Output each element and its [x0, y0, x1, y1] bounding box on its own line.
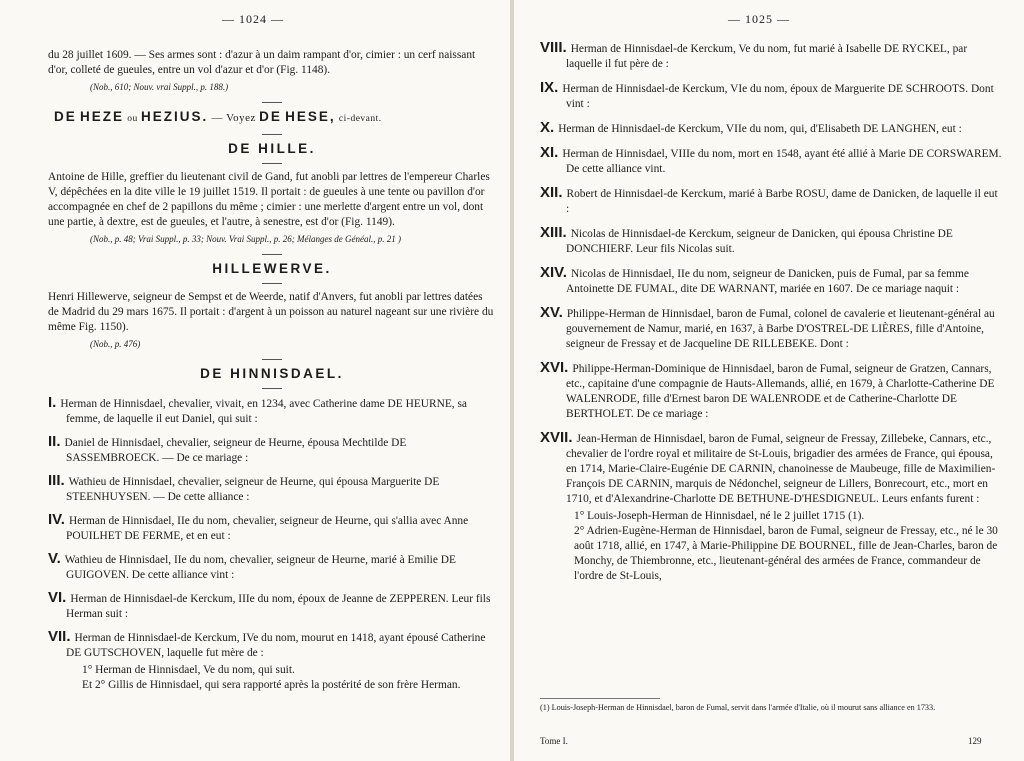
entry-number: I.	[48, 394, 57, 411]
opening-paragraph: du 28 juillet 1609. — Ses armes sont : d'azur à un daim rampant d'or, cimier : un cerf naissant d'or, colleté de gueules, entre un vol d'azur et d'or (Fig. 1148).	[48, 49, 476, 76]
xref-name: HEZE	[80, 109, 125, 124]
heze-cross-reference	[54, 109, 496, 127]
entry-number: VIII.	[540, 39, 567, 56]
right-column	[540, 40, 1002, 584]
entry-text: Nicolas de Hinnisdael, IIe du nom, seigneur de Danicken, puis de Fumal, par sa femme Antoinette DE FUMAL, dite DE WARNANT, mariée en 1607. De ce mariage naquit :	[566, 268, 969, 295]
opening-citation: (Nob., 610; Nouv. vrai Suppl., p. 188.)	[90, 82, 229, 92]
footnote: (1) Louis-Joseph-Herman de Hinnisdael, baron de Fumal, servit dans l'armée d'Italie, où il mourut sans alliance en 1733.	[540, 703, 936, 712]
genealogy-entry	[48, 512, 496, 544]
entry-text: Herman de Hinnisdael-de Kerckum, VIe du nom, époux de Marguerite DE SCHROOTS. Dont vint :	[562, 83, 994, 110]
genealogy-entry	[540, 40, 1002, 72]
separator	[262, 163, 282, 164]
entry-text: Herman de Hinnisdael-de Kerckum, IVe du nom, mourut en 1418, ayant épousé Catherine DE GUTSCHOVEN, laquelle fut mère de :	[66, 632, 486, 659]
entry-text: Herman de Hinnisdael-de Kerckum, VIIe du nom, qui, d'Elisabeth DE LANGHEN, eut :	[558, 123, 962, 135]
separator	[262, 254, 282, 255]
entry-text: Herman de Hinnisdael-de Kerckum, IIIe du nom, époux de Jeanne de ZEPPEREN. Leur fils Herman suit :	[66, 593, 491, 620]
xref-de: DE	[54, 109, 77, 124]
child-line: Et 2° Gillis de Hinnisdael, qui sera rapporté après la postérité de son frère Herman.	[82, 679, 461, 691]
entry-text: Herman de Hinnisdael, VIIIe du nom, mort en 1548, ayant été allié à Marie DE CORSWAREM. De cette alliance vint.	[562, 148, 1002, 175]
left-column	[48, 48, 496, 693]
genealogy-entry	[540, 305, 1002, 352]
xref-target: HESE,	[285, 109, 336, 124]
entry-number: IX.	[540, 79, 559, 96]
entry-text: Herman de Hinnisdael-de Kerckum, Ve du nom, fut marié à Isabelle DE RYCKEL, par laquelle il fut père de :	[566, 43, 968, 70]
xref-voyez: — Voyez	[211, 112, 256, 124]
hillewerve-text: Henri Hillewerve, seigneur de Sempst et de Weerde, natif d'Anvers, fut anobli par lettres datées de Madrid du 29 mars 1675. Il portait : d'argent à un poisson au naturel nageant sur une rivière du même Fig. 1150).	[48, 291, 494, 333]
hillewerve-heading: HILLEWERVE.	[212, 261, 332, 276]
entry-number: XII.	[540, 184, 563, 201]
genealogy-entry	[48, 434, 496, 466]
entry-text: Daniel de Hinnisdael, chevalier, seigneur de Heurne, épousa Mechtilde DE SASSEMBROECK. — De ce mariage :	[64, 437, 407, 464]
entry-number: VI.	[48, 589, 67, 606]
entry-text: Philippe-Herman-Dominique de Hinnisdael, baron de Fumal, seigneur de Gratzen, Cannars, etc., capitaine d'une compagnie de Hauts-Allemands, allié, en 1679, à Charlotte-Catherine DE WALENRODE, fille d'Ernest baron DE WALENRODE et de Catherine-Charlotte DE BERTHOLET. De ce mariage :	[566, 363, 995, 420]
genealogy-entry	[540, 120, 1002, 137]
entry-text: Herman de Hinnisdael, chevalier, vivait, en 1234, avec Catherine dame DE HEURNE, sa femme, de laquelle il eut Daniel, qui suit :	[60, 398, 467, 425]
genealogy-entry	[540, 225, 1002, 257]
entry-number: XVII.	[540, 429, 573, 446]
entry-number: XV.	[540, 304, 563, 321]
genealogy-entry	[48, 590, 496, 622]
entry-number: X.	[540, 119, 555, 136]
xref-note: ci-devant.	[338, 114, 382, 124]
footnote-rule	[540, 698, 660, 699]
entry-text: Philippe-Herman de Hinnisdael, baron de Fumal, colonel de cavalerie et lieutenant-général au gouvernement de Namur, marié, en 1637, à Barbe D'OSTREL-DE LIÈRES, fille d'Antoine, seigneur de Fressay et de Jacqueline DE RILLEBEKE. Dont :	[566, 308, 995, 350]
genealogy-entry	[540, 145, 1002, 177]
separator	[262, 388, 282, 389]
hinnisdael-heading: DE HINNISDAEL.	[200, 366, 344, 381]
hillewerve-citation: (Nob., p. 476)	[90, 339, 141, 349]
right-page	[514, 0, 1024, 761]
genealogy-entry	[540, 360, 1002, 422]
child-line: 2° Adrien-Eugène-Herman de Hinnisdael, baron de Fumal, seigneur de Fressay, etc., né le 30 août 1718, allié, en 1747, à Marie-Philippine DE BOURNEL, fille de Jean-Charles, baron de Monchy, de Thiembronne, etc., lieutenant-général des armées de France, commandeur de l'ordre de St-Louis,	[574, 525, 998, 582]
child-line: 1° Louis-Joseph-Herman de Hinnisdael, né le 2 juillet 1715 (1).	[574, 510, 865, 522]
left-entry-list	[48, 395, 496, 693]
entry-number: XIV.	[540, 264, 567, 281]
genealogy-entry	[540, 80, 1002, 112]
genealogy-entry	[540, 265, 1002, 297]
separator	[262, 359, 282, 360]
entry-number: IV.	[48, 511, 65, 528]
entry-number: III.	[48, 472, 65, 489]
separator	[262, 134, 282, 135]
xref-de2: DE	[259, 109, 282, 124]
hille-heading: DE HILLE.	[228, 141, 316, 156]
tome-label: Tome I.	[540, 736, 568, 746]
entry-text: Wathieu de Hinnisdael, chevalier, seigneur de Heurne, qui épousa Marguerite DE STEENHUYSEN. — De cette alliance :	[66, 476, 440, 503]
entry-number: II.	[48, 433, 61, 450]
left-page-number: — 1024 —	[222, 12, 284, 26]
entry-text: Herman de Hinnisdael, IIe du nom, chevalier, seigneur de Heurne, qui s'allia avec Anne POUILHET DE FERME, et en eut :	[66, 515, 469, 542]
entry-text: Jean-Herman de Hinnisdael, baron de Fumal, seigneur de Fressay, Zillebeke, Cannars, etc., chevalier de l'ordre royal et militaire de St-Louis, brigadier des armées de France, qui épousa, en 1714, Marie-Claire-Eugénie DE CARNIN, chanoinesse de Maubeuge, fille de Maximilien-François DE CARNIN, marquis de Nédonchel, seigneur de Lillers, Bonrecourt, etc., mort en 1710, et d'Alexandrine-Charlotte DE BETHUNE-D'HESDIGNEUL. Leurs enfants furent :	[566, 433, 996, 505]
genealogy-entry	[540, 430, 1002, 507]
entry-text: Nicolas de Hinnisdael-de Kerckum, seigneur de Danicken, qui épousa Christine DE DONCHIERF. Leur fils Nicolas suit.	[566, 228, 953, 255]
genealogy-entry	[48, 551, 496, 583]
entry-number: V.	[48, 550, 61, 567]
hille-text: Antoine de Hille, greffier du lieutenant civil de Gand, fut anobli par lettres de l'empereur Charles V, dépêchées en la dite ville le 19 juillet 1519. Il portait : de gueules à une tente ou pavillon d'or accompagnée en chef de 2 papillons du même ; cimier : une merlette d'argent entre un vol, dont une partie, à dextre, est de gueules, et l'autre, à senestre, est d'or (Fig. 1149).	[48, 171, 490, 228]
entry-number: XVI.	[540, 359, 569, 376]
xref-ou: ou	[127, 114, 138, 124]
separator	[262, 283, 282, 284]
signature-number: 129	[968, 736, 982, 746]
child-line: 1° Herman de Hinnisdael, Ve du nom, qui suit.	[82, 664, 295, 676]
entry-number: VII.	[48, 628, 71, 645]
left-page	[0, 0, 510, 761]
entry-number: XI.	[540, 144, 559, 161]
entry-number: XIII.	[540, 224, 567, 241]
separator	[262, 102, 282, 103]
entry-text: Wathieu de Hinnisdael, IIe du nom, chevalier, seigneur de Heurne, marié à Emilie DE GUIGOVEN. De cette alliance vint :	[64, 554, 456, 581]
genealogy-entry	[48, 629, 496, 661]
genealogy-entry	[48, 473, 496, 505]
entry-text: Robert de Hinnisdael-de Kerckum, marié à Barbe ROSU, dame de Danicken, de laquelle il eut :	[566, 188, 998, 215]
genealogy-entry	[540, 185, 1002, 217]
right-page-number: — 1025 —	[728, 12, 790, 26]
xref-alt: HEZIUS.	[141, 109, 209, 124]
hille-citation: (Nob., p. 48; Vrai Suppl., p. 33; Nouv. Vrai Suppl., p. 26; Mélanges de Généal., p. 21 )	[90, 234, 401, 244]
genealogy-entry	[48, 395, 496, 427]
